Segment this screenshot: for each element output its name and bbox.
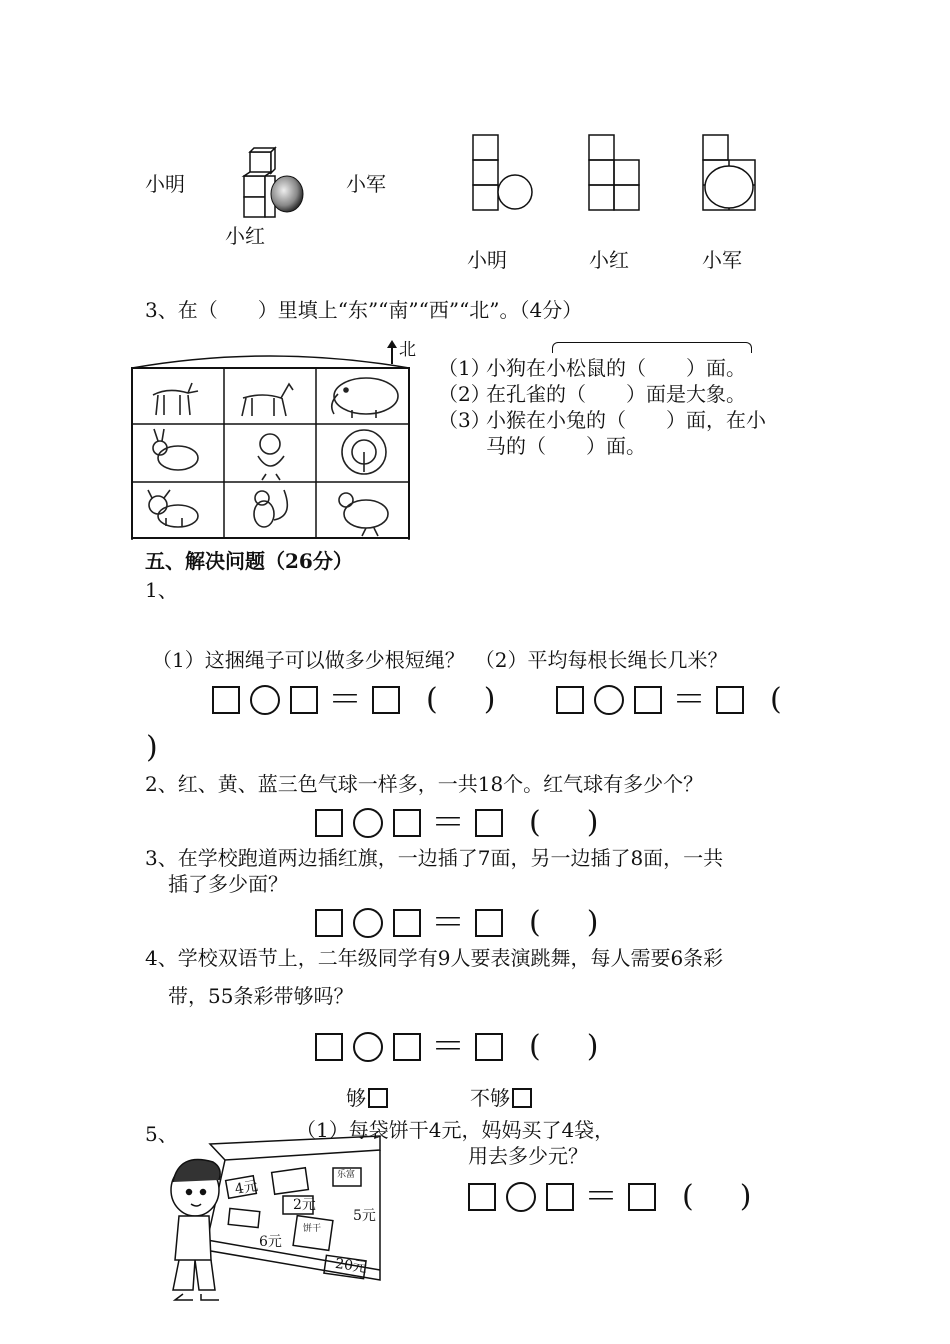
- price-tag-20: 20元: [334, 1255, 368, 1277]
- equation-p1a: [212, 680, 496, 720]
- operator-circle[interactable]: [353, 808, 383, 838]
- q3-item3-text: 小猴在小兔的（ ）面，在小: [486, 408, 766, 432]
- equation-p1b: [556, 680, 782, 720]
- equals-sign: ＝: [328, 680, 362, 720]
- answer-box[interactable]: [556, 686, 584, 714]
- boy-figure: [171, 1160, 220, 1301]
- peacock-icon: [342, 430, 386, 474]
- box-label: 乐富: [337, 1170, 356, 1180]
- q3-item1-text: 小狗在小松鼠的（ ）面。: [486, 356, 746, 380]
- answer-box[interactable]: [475, 909, 503, 937]
- unit-close-paren: ): [483, 682, 496, 717]
- unit-close-paren: ): [739, 1179, 752, 1214]
- enough-checkbox[interactable]: [368, 1088, 388, 1108]
- answer-box[interactable]: [315, 909, 343, 937]
- equals-sign: ＝: [431, 803, 465, 843]
- equals-sign: ＝: [431, 903, 465, 943]
- p1-questions: （1）这捆绳子可以做多少根短绳？ （2）平均每根长绳长几米？: [152, 648, 728, 672]
- answer-box[interactable]: [393, 809, 421, 837]
- answer-box[interactable]: [315, 809, 343, 837]
- goat-icon: [153, 383, 198, 415]
- q3-title: 3、在（ ）里填上“东”“南”“西”“北”。（4分）: [145, 298, 583, 322]
- not-enough-label: 不够: [470, 1086, 510, 1110]
- p4-line1: 4、学校双语节上，二年级同学有9人要表演跳舞，每人需要6条彩: [145, 946, 724, 970]
- view-xiaoming-figure: [470, 133, 535, 213]
- horse-icon: [242, 384, 293, 416]
- p5-q-line2: 用去多少元？: [468, 1144, 588, 1168]
- p1-num: 1、: [145, 578, 178, 602]
- q3-item2-text: 在孔雀的（ ）面是大象。: [486, 382, 746, 406]
- answer-box[interactable]: [315, 1033, 343, 1061]
- answer-box[interactable]: [372, 686, 400, 714]
- equals-sign: ＝: [584, 1177, 618, 1217]
- answer-box[interactable]: [393, 1033, 421, 1061]
- answer-box[interactable]: [716, 686, 744, 714]
- equation-p5: [468, 1177, 752, 1217]
- unit-open-paren: (: [529, 1029, 541, 1064]
- answer-box[interactable]: [634, 686, 662, 714]
- enough-label: 够: [346, 1086, 366, 1110]
- view-xiaohong-figure: [586, 133, 646, 213]
- unit-open-paren: (: [770, 682, 782, 717]
- unit-close-paren: ): [586, 905, 599, 940]
- equation-p3: [315, 903, 599, 943]
- unit-close-paren: ): [586, 1029, 599, 1064]
- operator-circle[interactable]: [594, 685, 624, 715]
- unit-open-paren: (: [682, 1179, 694, 1214]
- equation-p4: [315, 1027, 599, 1067]
- squirrel-icon: [254, 490, 287, 527]
- view-xiaojun-figure: [700, 133, 760, 213]
- section5-heading: 五、解决问题（26分）: [145, 549, 353, 573]
- rabbit-icon: [153, 429, 198, 470]
- p3-line2: 插了多少面？: [168, 872, 288, 896]
- q3-item3-num: （3）: [438, 408, 491, 432]
- q3-item3-cont: 马的（ ）面。: [486, 434, 646, 458]
- label-xiaojun-right: 小军: [702, 248, 742, 272]
- price-tag-2: 2元: [293, 1197, 316, 1213]
- answer-box[interactable]: [468, 1183, 496, 1211]
- unit-open-paren: (: [529, 905, 541, 940]
- price-tag-6: 6元: [259, 1234, 282, 1250]
- bubble-fragment: [552, 342, 752, 353]
- unit-open-paren: (: [426, 682, 438, 717]
- answer-box[interactable]: [628, 1183, 656, 1211]
- not-enough-checkbox[interactable]: [512, 1088, 532, 1108]
- hen-icon: [339, 493, 388, 536]
- p4-line2: 带，55条彩带够吗？: [168, 984, 354, 1008]
- label-xiaohong-left: 小红: [225, 224, 265, 248]
- label-xiaoming-left: 小明: [145, 172, 185, 196]
- unit-open-paren: (: [529, 805, 541, 840]
- label-xiaohong-right: 小红: [589, 248, 629, 272]
- operator-circle[interactable]: [506, 1182, 536, 1212]
- operator-circle[interactable]: [353, 908, 383, 938]
- equals-sign: ＝: [672, 680, 706, 720]
- label-xiaoming-right: 小明: [467, 248, 507, 272]
- box2-label: 饼干: [303, 1224, 322, 1234]
- north-label: 北: [399, 340, 416, 360]
- equation-p2: [315, 803, 599, 843]
- price-tag-5: 5元: [353, 1208, 376, 1224]
- answer-box[interactable]: [393, 909, 421, 937]
- answer-box[interactable]: [475, 809, 503, 837]
- answer-box[interactable]: [212, 686, 240, 714]
- answer-box[interactable]: [475, 1033, 503, 1061]
- answer-box[interactable]: [546, 1183, 574, 1211]
- operator-circle[interactable]: [353, 1032, 383, 1062]
- price-tag-4: 4元: [233, 1178, 260, 1198]
- p5-q-line1: （1）每袋饼干4元，妈妈买了4袋，: [296, 1118, 615, 1142]
- monkey-icon: [258, 434, 284, 480]
- q3-item1-num: （1）: [438, 356, 491, 380]
- option-enough: [346, 1086, 388, 1110]
- north-arrow: [385, 340, 399, 366]
- p2-text: 2、红、黄、蓝三色气球一样多，一共18个。红气球有多少个？: [145, 772, 704, 796]
- option-not-enough: [470, 1086, 532, 1110]
- elephant-icon: [332, 378, 398, 418]
- p5-num: 5、: [145, 1122, 178, 1146]
- p3-line1: 3、在学校跑道两边插红旗，一边插了7面，另一边插了8面，一共: [145, 846, 724, 870]
- answer-box[interactable]: [290, 686, 318, 714]
- label-xiaojun-left: 小军: [346, 172, 386, 196]
- dog-icon: [148, 490, 198, 527]
- cube-ball-figure: [238, 146, 308, 221]
- animal-grid: [128, 340, 413, 542]
- operator-circle[interactable]: [250, 685, 280, 715]
- q3-item2-num: （2）: [438, 382, 491, 406]
- equals-sign: ＝: [431, 1027, 465, 1067]
- shop-illustration: [165, 1130, 387, 1306]
- unit-close-paren-wrap: ): [146, 730, 158, 765]
- unit-close-paren: ): [586, 805, 599, 840]
